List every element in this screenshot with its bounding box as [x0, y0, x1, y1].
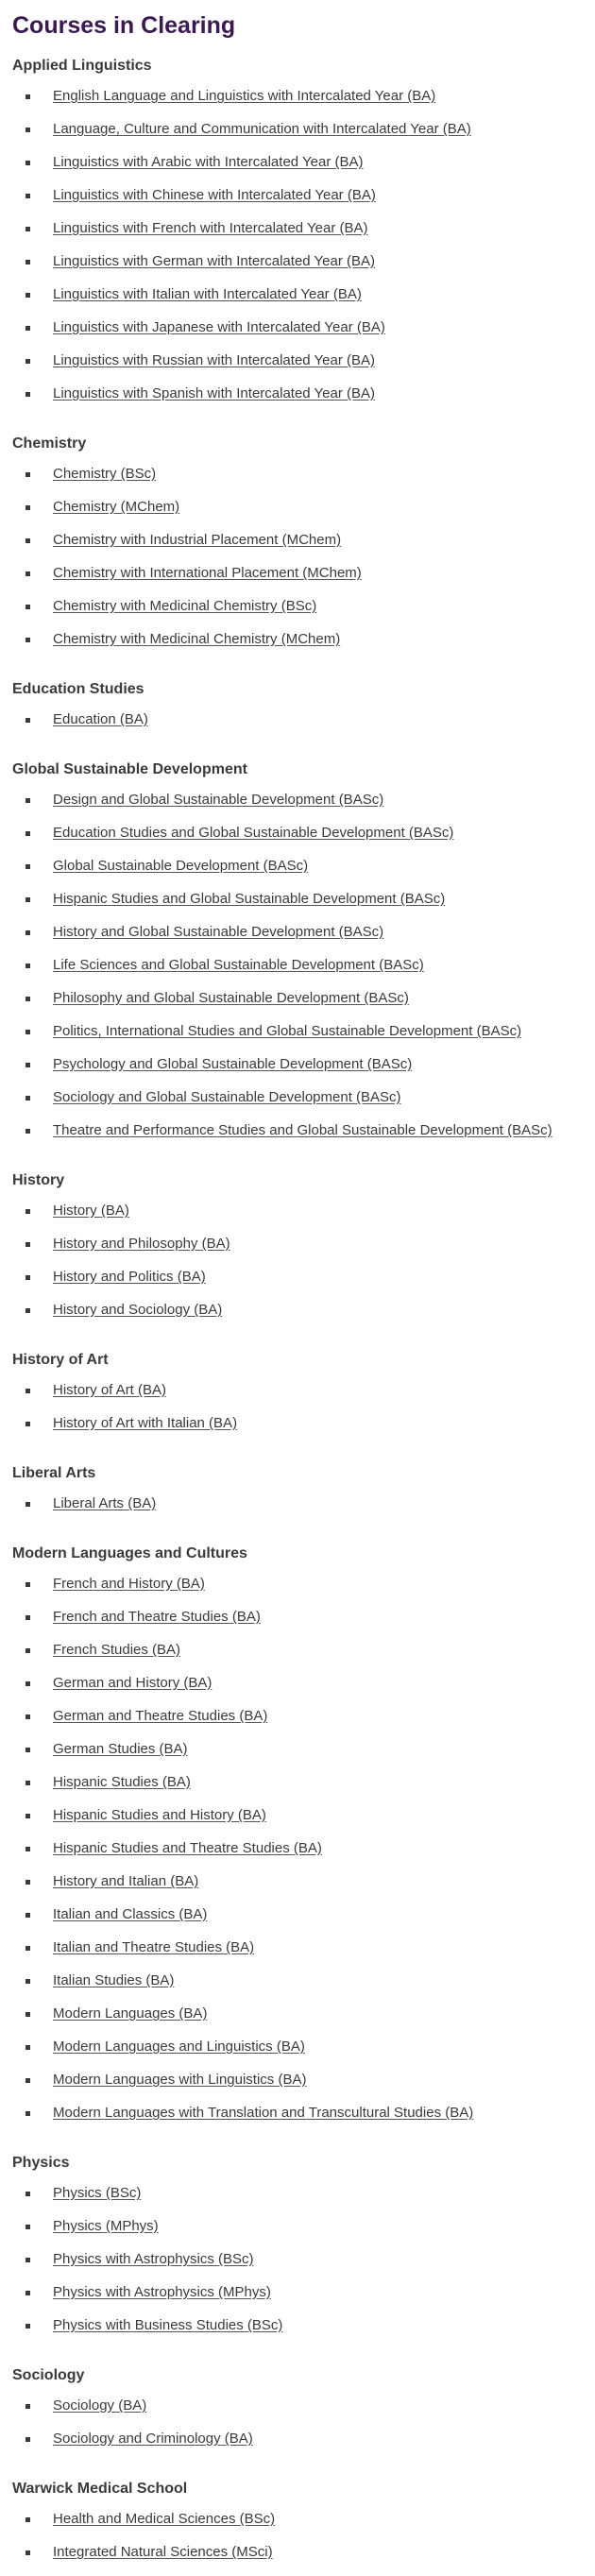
course-link[interactable]: Linguistics with Russian with Intercalated Year (BA): [53, 352, 376, 368]
course-link[interactable]: History and Politics (BA): [53, 1269, 206, 1285]
list-item: [25, 1806, 583, 1839]
list-item: [25, 1414, 583, 1447]
section-heading: History: [12, 1172, 65, 1188]
course-section: [12, 1544, 583, 2137]
list-item: [25, 857, 583, 890]
list-item: [25, 2543, 583, 2576]
course-link[interactable]: Linguistics with Japanese with Intercalated Year (BA): [53, 319, 385, 335]
section-heading: Chemistry: [12, 435, 87, 452]
section-heading: Sociology: [12, 2367, 85, 2383]
course-link[interactable]: Physics with Astrophysics (BSc): [53, 2251, 254, 2267]
list-item: [25, 2316, 583, 2349]
course-list: [12, 465, 583, 663]
course-link[interactable]: Hispanic Studies (BA): [53, 1774, 191, 1790]
course-list: [12, 710, 583, 743]
list-item: [25, 890, 583, 923]
list-item: [25, 1674, 583, 1707]
course-link[interactable]: Hispanic Studies and History (BA): [53, 1807, 266, 1823]
course-link[interactable]: Chemistry (BSc): [53, 466, 157, 482]
list-item: [25, 153, 583, 186]
list-item: [25, 1839, 583, 1872]
course-section: [12, 1351, 583, 1447]
list-item: [25, 1381, 583, 1414]
course-link[interactable]: Chemistry with Medicinal Chemistry (MChem): [53, 631, 341, 647]
section-heading: Modern Languages and Cultures: [12, 1545, 247, 1561]
list-item: [25, 1872, 583, 1905]
course-link[interactable]: Hispanic Studies and Theatre Studies (BA): [53, 1840, 322, 1856]
course-link[interactable]: History and Global Sustainable Development (BASc): [53, 924, 384, 940]
section-heading: Education Studies: [12, 681, 144, 697]
course-link[interactable]: History and Philosophy (BA): [53, 1236, 230, 1252]
list-item: [25, 1641, 583, 1674]
list-item: [25, 252, 583, 285]
course-link[interactable]: Philosophy and Global Sustainable Development (BASc): [53, 990, 409, 1006]
course-link[interactable]: Chemistry (MChem): [53, 499, 180, 515]
section-heading: Warwick Medical School: [12, 2481, 188, 2497]
list-item: [25, 219, 583, 252]
course-link[interactable]: Linguistics with Italian with Intercalated Year (BA): [53, 286, 362, 302]
list-item: [25, 1055, 583, 1088]
list-item: [25, 2071, 583, 2104]
course-section: [12, 2154, 583, 2349]
section-heading: Global Sustainable Development: [12, 761, 247, 777]
list-item: [25, 1608, 583, 1641]
course-link[interactable]: Hispanic Studies and Global Sustainable Development (BASc): [53, 891, 446, 907]
list-item: [25, 2397, 583, 2430]
list-item: [25, 1494, 583, 1527]
list-item: [25, 1301, 583, 1334]
course-link[interactable]: Linguistics with French with Intercalated Year (BA): [53, 220, 368, 236]
list-item: [25, 1740, 583, 1773]
list-item: [25, 1575, 583, 1608]
course-link[interactable]: History and Sociology (BA): [53, 1302, 223, 1318]
course-link[interactable]: French and History (BA): [53, 1576, 205, 1592]
list-item: [25, 564, 583, 597]
list-item: [25, 597, 583, 630]
list-item: [25, 1235, 583, 1268]
list-item: [25, 1088, 583, 1121]
course-section: [12, 680, 583, 743]
course-link[interactable]: Italian and Theatre Studies (BA): [53, 1939, 255, 1955]
course-link[interactable]: Physics (BSc): [53, 2185, 142, 2201]
section-heading: Liberal Arts: [12, 1465, 96, 1481]
section-heading: Physics: [12, 2155, 70, 2171]
course-link[interactable]: Design and Global Sustainable Development (BASc): [53, 792, 384, 808]
course-link[interactable]: Life Sciences and Global Sustainable Development (BASc): [53, 957, 424, 973]
list-item: [25, 2038, 583, 2071]
course-section: [12, 760, 583, 1154]
course-section: [12, 57, 583, 418]
course-list: [12, 1381, 583, 1447]
list-item: [25, 531, 583, 564]
course-sections: [12, 57, 583, 2576]
course-section: [12, 2480, 583, 2576]
course-link[interactable]: Linguistics with Arabic with Intercalated Year (BA): [53, 154, 364, 170]
list-item: [25, 824, 583, 857]
course-link[interactable]: Sociology and Criminology (BA): [53, 2431, 253, 2447]
course-list: [12, 87, 583, 418]
list-item: [25, 1971, 583, 2005]
course-list: [12, 2510, 583, 2576]
list-item: [25, 285, 583, 318]
course-link[interactable]: Psychology and Global Sustainable Development (BASc): [53, 1056, 413, 1072]
course-link[interactable]: Chemistry with Medicinal Chemistry (BSc): [53, 598, 317, 614]
course-link[interactable]: Education (BA): [53, 711, 148, 727]
list-item: [25, 791, 583, 824]
course-link[interactable]: Physics with Business Studies (BSc): [53, 2317, 283, 2333]
list-item: [25, 2510, 583, 2543]
course-link[interactable]: German Studies (BA): [53, 1741, 188, 1757]
list-item: [25, 1905, 583, 1938]
list-item: [25, 2184, 583, 2217]
course-link[interactable]: French Studies (BA): [53, 1642, 181, 1658]
course-link[interactable]: Modern Languages and Linguistics (BA): [53, 2039, 305, 2055]
course-link[interactable]: Education Studies and Global Sustainable Development (BASc): [53, 825, 454, 841]
list-item: [25, 1773, 583, 1806]
course-link[interactable]: History of Art with Italian (BA): [53, 1415, 238, 1431]
course-link[interactable]: Linguistics with Chinese with Intercalated Year (BA): [53, 187, 376, 203]
list-item: [25, 1121, 583, 1154]
course-list: [12, 2397, 583, 2463]
list-item: [25, 351, 583, 384]
course-link[interactable]: Global Sustainable Development (BASc): [53, 858, 309, 874]
course-link[interactable]: Physics with Astrophysics (MPhys): [53, 2284, 271, 2300]
course-link[interactable]: Italian and Classics (BA): [53, 1906, 208, 1922]
course-link[interactable]: Linguistics with Spanish with Intercalated Year (BA): [53, 385, 376, 401]
course-link[interactable]: Politics, International Studies and Global Sustainable Development (BASc): [53, 1023, 522, 1039]
list-item: [25, 989, 583, 1022]
course-link[interactable]: History and Italian (BA): [53, 1873, 199, 1889]
list-item: [25, 1022, 583, 1055]
course-link[interactable]: Modern Languages with Linguistics (BA): [53, 2072, 307, 2088]
course-list: [12, 791, 583, 1154]
list-item: [25, 2104, 583, 2137]
list-item: [25, 1202, 583, 1235]
course-list: [12, 1575, 583, 2137]
section-heading: Applied Linguistics: [12, 58, 152, 74]
course-link[interactable]: Italian Studies (BA): [53, 1972, 175, 1988]
list-item: [25, 923, 583, 956]
course-link[interactable]: History (BA): [53, 1203, 129, 1219]
course-link[interactable]: Integrated Natural Sciences (MSci): [53, 2544, 273, 2560]
course-section: [12, 435, 583, 663]
list-item: [25, 2283, 583, 2316]
course-link[interactable]: Language, Culture and Communication with Intercalated Year (BA): [53, 121, 471, 137]
list-item: [25, 2005, 583, 2038]
course-link[interactable]: German and History (BA): [53, 1675, 212, 1691]
course-link[interactable]: Modern Languages (BA): [53, 2005, 208, 2022]
course-link[interactable]: Sociology (BA): [53, 2397, 147, 2414]
course-link[interactable]: English Language and Linguistics with Intercalated Year (BA): [53, 88, 436, 104]
course-section: [12, 1464, 583, 1527]
course-link[interactable]: Liberal Arts (BA): [53, 1495, 157, 1511]
list-item: [25, 1268, 583, 1301]
list-item: [25, 1707, 583, 1740]
list-item: [25, 318, 583, 351]
list-item: [25, 630, 583, 663]
course-list: [12, 1202, 583, 1334]
list-item: [25, 498, 583, 531]
list-item: [25, 2250, 583, 2283]
list-item: [25, 2217, 583, 2250]
list-item: [25, 465, 583, 498]
list-item: [25, 186, 583, 219]
section-heading: History of Art: [12, 1352, 109, 1368]
list-item: [25, 956, 583, 989]
course-link[interactable]: French and Theatre Studies (BA): [53, 1609, 261, 1625]
list-item: [25, 710, 583, 743]
list-item: [25, 1938, 583, 1971]
course-link[interactable]: History of Art (BA): [53, 1382, 167, 1398]
course-section: [12, 2366, 583, 2463]
course-section: [12, 1171, 583, 1334]
course-link[interactable]: Theatre and Performance Studies and Global Sustainable Development (BASc): [53, 1122, 552, 1138]
course-list: [12, 2184, 583, 2349]
course-link[interactable]: Health and Medical Sciences (BSc): [53, 2511, 276, 2527]
course-link[interactable]: German and Theatre Studies (BA): [53, 1708, 268, 1724]
course-link[interactable]: Modern Languages with Translation and Transcultural Studies (BA): [53, 2105, 474, 2121]
course-link[interactable]: Physics (MPhys): [53, 2218, 159, 2234]
course-link[interactable]: Chemistry with Industrial Placement (MChem): [53, 532, 342, 548]
list-item: [25, 120, 583, 153]
course-link[interactable]: Chemistry with International Placement (MChem): [53, 565, 362, 581]
course-link[interactable]: Linguistics with German with Intercalated Year (BA): [53, 253, 375, 269]
list-item: [25, 2430, 583, 2463]
list-item: [25, 384, 583, 418]
page-title: Courses in Clearing: [12, 12, 236, 39]
list-item: [25, 87, 583, 120]
course-list: [12, 1494, 583, 1527]
course-link[interactable]: Sociology and Global Sustainable Development (BASc): [53, 1089, 401, 1105]
